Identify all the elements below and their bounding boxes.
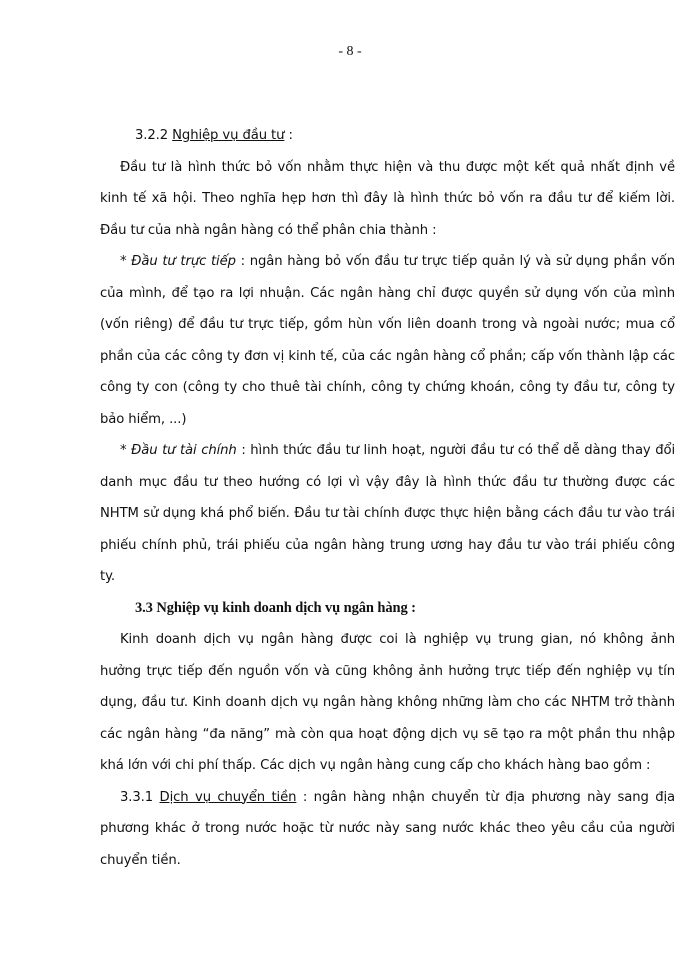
term-financial-investment: Đầu tư tài chính bbox=[131, 443, 237, 458]
section-3-3-heading: 3.3 Nghiệp vụ kinh doanh dịch vụ ngân hàng : bbox=[135, 599, 416, 616]
paragraph-banking-services: Kinh doanh dịch vụ ngân hàng được coi là nghiệp vụ trung gian, nó không ảnh hưởng trực tiếp đến nguồn vốn và cũng không ảnh hưởng trực tiếp đến nghiệp vụ tín dụng, đầu tư. Kinh doanh dịch vụ ngân hàng không những làm cho các NHTM trở thành các ngân hàng “đa năng” mà còn qua hoạt động dịch vụ sẽ tạo ra một phần thu nhập khá lớn với chi phí thấp. Các dịch vụ ngân hàng cung cấp cho khách hàng bao gồm : bbox=[100, 632, 675, 773]
section-title: Nghiệp vụ đầu tư bbox=[172, 128, 285, 143]
money-transfer-text: : ngân hàng nhận chuyển từ địa phương này sang địa phương khác ở trong nước hoặc từ nước này sang nước khác theo yêu cầu của người chuyển tiền. bbox=[100, 789, 676, 868]
paragraph-direct-investment bbox=[100, 246, 675, 435]
section-number: 3.2.2 bbox=[135, 128, 169, 143]
direct-investment-text: : ngân hàng bỏ vốn đầu tư trực tiếp quản lý và sử dụng phần vốn của mình, để tạo ra lợi nhuận. Các ngân hàng chỉ được quyền sử dụng vốn của mình (vốn riêng) để đầu tư trực tiếp, gồm hùn vốn liên doanh trong và ngoài nước; mua cổ phần của các công ty đơn vị kinh tế, của các ngân hàng cổ phần; cấp vốn thành lập các công ty con (công ty cho thuê tài chính, công ty chứng khoán, công ty đầu tư, công ty bảo hiểm, ...) bbox=[100, 254, 675, 427]
section-number: 3.3.1 bbox=[120, 789, 154, 805]
term-direct-investment: Đầu tư trực tiếp bbox=[131, 254, 236, 269]
term-money-transfer: Dịch vụ chuyển tiền bbox=[159, 789, 297, 805]
section-colon: : bbox=[288, 128, 293, 143]
paragraph-investment-definition: Đầu tư là hình thức bỏ vốn nhằm thực hiện và thu được một kết quả nhất định về kinh tế xã hội. Theo nghĩa hẹp hơn thì đây là hình thức bỏ vốn ra đầu tư để kiếm lời. Đầu tư của nhà ngân hàng có thể phân chia thành : bbox=[100, 159, 675, 238]
paragraph-financial-investment bbox=[100, 435, 675, 593]
bullet-star: * bbox=[120, 443, 127, 458]
section-3-2-2-heading bbox=[100, 120, 675, 152]
financial-investment-text: : hình thức đầu tư linh hoạt, người đầu tư có thể dễ dàng thay đổi danh mục đầu tư theo hướng có lợi vì vậy đây là hình thức đầu tư thường được các NHTM sử dụng khá phổ biến. Đầu tư tài chính được thực hiện bằng cách đầu tư vào trái phiếu chính phủ, trái phiếu của ngân hàng trung ương hay đầu tư vào trái phiếu công ty. bbox=[100, 443, 676, 584]
paragraph-money-transfer bbox=[100, 782, 675, 877]
bullet-star: * bbox=[120, 254, 127, 269]
page-number: - 8 - bbox=[338, 44, 362, 59]
document-body bbox=[100, 120, 675, 876]
